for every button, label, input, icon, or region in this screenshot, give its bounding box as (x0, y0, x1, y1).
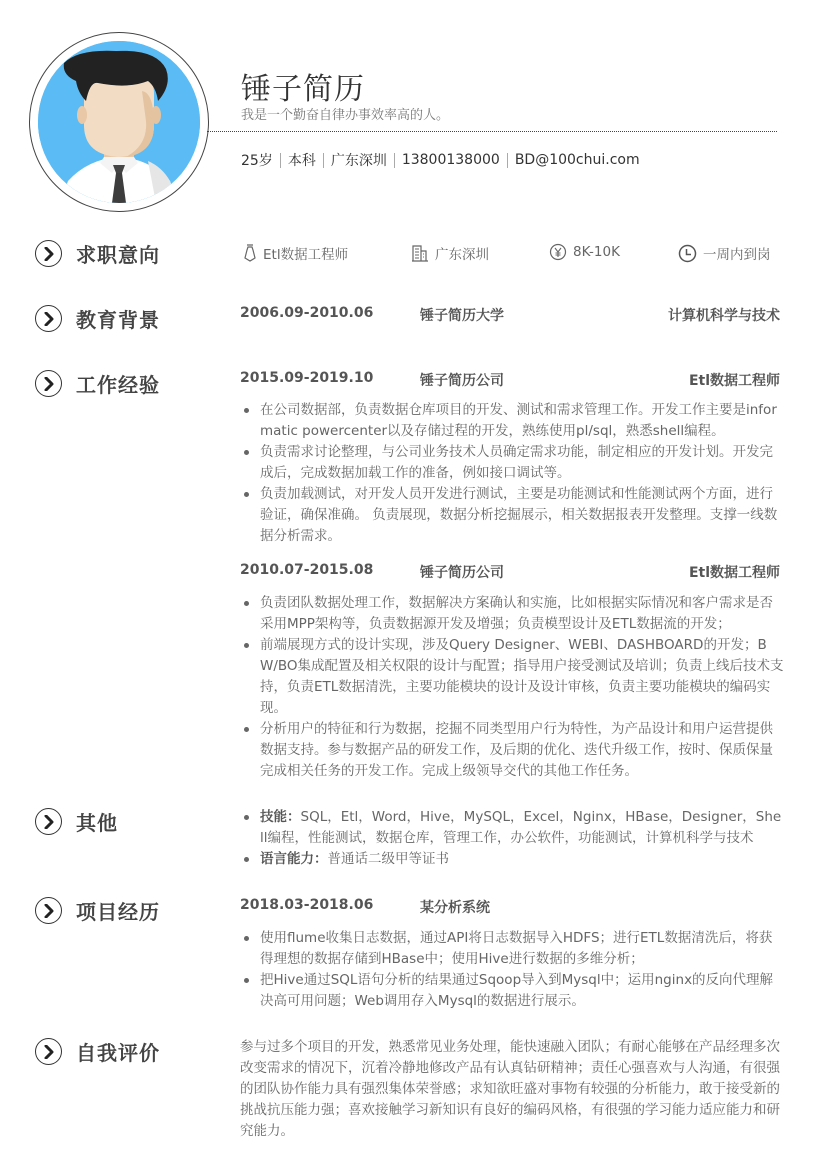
education-major: 计算机科学与技术 (668, 308, 780, 324)
job-bullets (240, 400, 784, 547)
intent-position-text: Etl数据工程师 (263, 247, 349, 263)
separator (323, 153, 324, 168)
header-divider (207, 131, 777, 132)
job-row (240, 370, 780, 390)
job-bullets (240, 593, 784, 782)
chevron-right-icon (35, 808, 62, 835)
skills-text: SQL，Etl，Word，Hive，MySQL，Excel，Nginx，HBase，Designer，Shell编程，性能测试，数据仓库，管理工作，办公软件，功能测试，计算机科学与技术 (260, 809, 782, 846)
intent-availability-text: 一周内到岗 (703, 247, 771, 263)
section-header-intent (35, 239, 160, 268)
list-item (240, 849, 784, 870)
job-row (240, 562, 780, 582)
education-row (240, 305, 780, 325)
section-title: 自我评价 (76, 1041, 160, 1065)
skills-label: 技能： (260, 809, 301, 825)
separator (507, 153, 508, 168)
building-icon (411, 244, 429, 262)
list-item: 分析用户的特征和行为数据，挖掘不同类型用户行为特性，为产品设计和用户运营提供数据支持。参与数据产品的研发工作，及后期的优化、迭代升级工作，按时、保质保量完成相关任务的开发工作。完成上级领导交代的其他工作任务。 (240, 719, 784, 782)
job-period: 2015.09-2019.10 (240, 370, 374, 386)
separator (394, 153, 395, 168)
section-title: 教育背景 (76, 308, 160, 332)
avatar-image (38, 41, 200, 203)
project-bullets (240, 928, 784, 1012)
clock-icon (678, 244, 697, 263)
motto: 我是一个勤奋自律办事效率高的人。 (241, 108, 450, 123)
degree: 本科 (287, 153, 316, 169)
intent-availability (678, 243, 771, 263)
contact-line (241, 150, 640, 170)
job-role: Etl数据工程师 (688, 373, 780, 389)
list-item: 前端展现方式的设计实现，涉及Query Designer、WEBI、DASHBOARD的开发；BW/BO集成配置及相关权限的设计与配置；指导用户接受测试及培训；负责上线后技术支持，负责ETL数据清洗，主要功能模块的设计及设计审核，负责主要功能模块的编码实现。 (240, 635, 784, 719)
resume-name: 锤子简历 (241, 72, 365, 107)
other-list (240, 807, 784, 870)
phone: 13800138000 (401, 152, 500, 168)
list-item: 在公司数据部，负责数据仓库项目的开发、测试和需求管理工作。开发工作主要是informatic powercenter以及存储过程的开发，熟练使用pl/sql，熟悉shell编程。 (240, 400, 784, 442)
education-school: 锤子简历大学 (420, 308, 504, 324)
yen-icon (549, 243, 567, 261)
email: BD@100chui.com (514, 152, 640, 168)
list-item (240, 807, 784, 849)
section-title: 求职意向 (76, 243, 160, 267)
chevron-right-icon (35, 1038, 62, 1065)
separator (280, 153, 281, 168)
project-name: 某分析系统 (420, 900, 490, 916)
job-company: 锤子简历公司 (420, 565, 504, 581)
section-header-other (35, 807, 118, 836)
list-item: 负责加载测试，对开发人员开发进行测试，主要是功能测试和性能测试两个方面，进行验证，确保准确。 负责展现，数据分析挖掘展示，相关数据报表开发整理。支撑一线数据分析需求。 (240, 484, 784, 547)
avatar (29, 32, 209, 212)
intent-location-text: 广东深圳 (435, 247, 489, 263)
job-company: 锤子简历公司 (420, 373, 504, 389)
section-header-project (35, 896, 160, 925)
intent-salary-text: 8K-10K (573, 244, 620, 260)
section-header-work (35, 369, 160, 398)
location: 广东深圳 (330, 153, 387, 169)
tie-icon (243, 244, 257, 262)
list-item: 使用flume收集日志数据，通过API将日志数据导入HDFS；进行ETL数据清洗后，将获得理想的数据存储到HBase中；使用Hive进行数据的多维分析； (240, 928, 784, 970)
chevron-right-icon (35, 370, 62, 397)
language-text: 普通话二级甲等证书 (327, 851, 449, 867)
list-item: 负责需求讨论整理，与公司业务技术人员确定需求功能，制定相应的开发计划。开发完成后，完成数据加载工作的准备，例如接口调试等。 (240, 442, 784, 484)
chevron-right-icon (35, 240, 62, 267)
intent-position (243, 243, 348, 263)
project-row (240, 897, 780, 917)
chevron-right-icon (35, 897, 62, 924)
section-title: 工作经验 (76, 373, 160, 397)
section-title: 项目经历 (76, 900, 160, 924)
list-item: 负责团队数据处理工作，数据解决方案确认和实施，比如根据实际情况和客户需求是否采用MPP架构等，负责数据源开发及增强；负责模型设计及ETL数据流的开发； (240, 593, 784, 635)
list-item: 把Hive通过SQL语句分析的结果通过Sqoop导入到Mysql中；运用nginx的反向代理解决高可用问题；Web调用存入Mysql的数据进行展示。 (240, 970, 784, 1012)
section-header-education (35, 304, 160, 333)
section-header-self (35, 1037, 160, 1066)
language-label: 语言能力： (260, 851, 328, 867)
intent-salary (549, 243, 620, 261)
chevron-right-icon (35, 305, 62, 332)
job-role: Etl数据工程师 (688, 565, 780, 581)
education-period: 2006.09-2010.06 (240, 305, 374, 321)
self-evaluation-text: 参与过多个项目的开发，熟悉常见业务处理，能快速融入团队；有耐心能够在产品经理多次改变需求的情况下，沉着冷静地修改产品有认真钻研精神；责任心强喜欢与人沟通，有很强的团队协作能力具有强烈集体荣誉感；求知欲旺盛对事物有较强的分析能力，敢于接受新的挑战抗压能力强；喜欢接触学习新知识有良好的编码风格，有很强的学习能力适应能力和研究能力。 (240, 1039, 780, 1139)
section-title: 其他 (76, 811, 118, 835)
intent-location (411, 243, 489, 263)
project-period: 2018.03-2018.06 (240, 897, 374, 913)
age: 25岁 (241, 153, 273, 169)
job-period: 2010.07-2015.08 (240, 562, 374, 578)
